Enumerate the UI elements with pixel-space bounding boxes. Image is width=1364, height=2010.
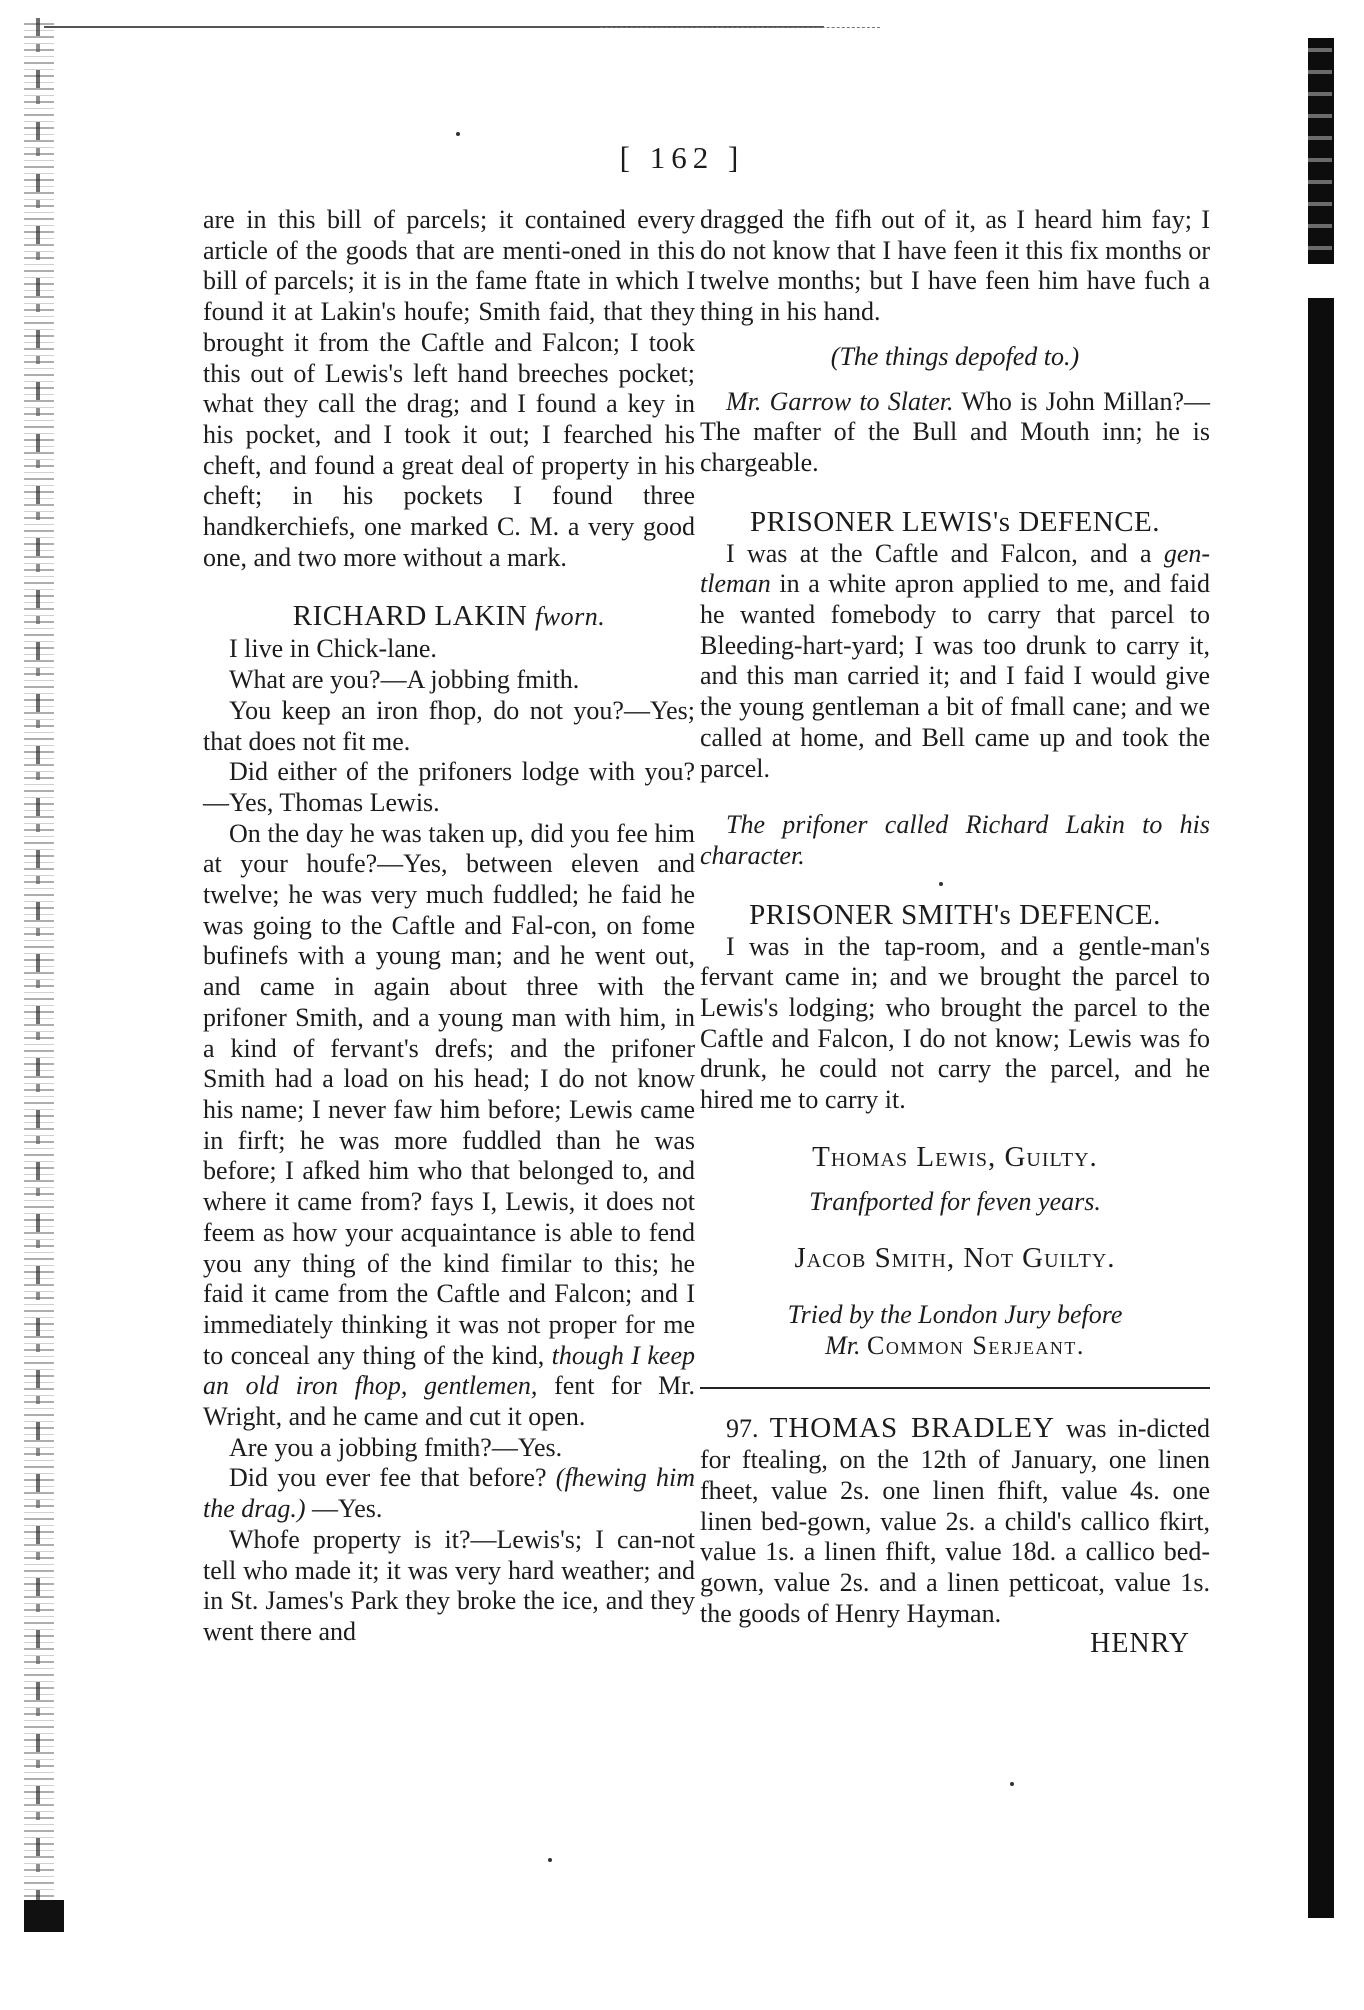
page-number: [ 162 ] [619, 140, 745, 175]
witness-heading [203, 599, 695, 634]
case-text: was in-dicted for ftealing, on the 12th of January, one linen fheet, value 2s. one linen fhift, value 4s. one linen bed-gown, value 2s. a child's callico fkirt, value 1s. a linen fhift, value 18d. a callico bed-gown, value 2s. and a linen petticoat, value 1s. the goods of Henry Hayman. [700, 1414, 1210, 1628]
testimony-italic: though I keep an old iron fhop, gentlemen, [203, 1340, 695, 1401]
testimony-italic: (fhewing him the drag.) [203, 1463, 695, 1524]
tried-by-judge-line [700, 1331, 1210, 1362]
testimony-text: On the day he was taken up, did you fee him at your houfe?—Yes, between eleven and twelve; he was very much fuddled; he faid he was going to the Caftle and Fal-con, on fome bufinefs with a young man; and he went out, and came in again about three with the prifoner Smith, and a young man with him, in a kind of fervant's drefs; and the prifoner Smith had a load on his head; I do not know his name; I never faw him before; Lewis came in firft; he was more fuddled than he was before; I afked him who that belonged to, and where it came from? fays I, Lewis, it does not feem as how your acquaintance is able to fend you any thing of the kind fimilar to this; he faid it came from the Caftle and Falcon; and I immediately thinking it was not proper for me to conceal any thing of the kind, [203, 818, 695, 1370]
defence-text: I was at the Caftle and Falcon, and a [726, 538, 1152, 568]
scan-left-foot-mark [24, 1900, 64, 1932]
right-column [700, 205, 1210, 1660]
section-rule [700, 1387, 1210, 1389]
scan-speck [548, 1858, 552, 1862]
paragraph: What are you?—A jobbing fmith. [229, 665, 580, 695]
witness-sworn: fworn. [535, 602, 606, 632]
verdict-lewis: Thomas Lewis, Guilty. [812, 1140, 1098, 1173]
scan-left-edge-dark [36, 18, 40, 1933]
defence-text: in a white apron applied to me, and faid he wanted fomebody to carry that parcel to Bleeding-hart-yard; I was too drunk to carry it, and this man carried it; and I faid I would give the young gentleman a bit of fmall cane; and we called at home, and Bell came up and took the parcel. [700, 569, 1211, 783]
testimony-text: Who is John Millan?—The mafter of the Bull and Mouth inn; he is chargeable. [700, 386, 1210, 477]
paragraph: Whofe property is it?—Lewis's; I can-not tell who made it; it was very hard weather; and in St. James's Park they broke the ice, and they went there and [203, 1524, 695, 1646]
smith-defence-heading: PRISONER SMITH's DEFENCE. [749, 898, 1161, 931]
testimony-text: —Yes. [312, 1494, 383, 1524]
character-note: The prifoner called Richard Lakin to his character. [700, 810, 1210, 870]
verdict-smith: Jacob Smith, Not Guilty. [794, 1242, 1116, 1275]
paragraph [700, 539, 1210, 785]
sentence-lewis: Tranfported for feven years. [809, 1186, 1101, 1216]
paragraph [203, 1463, 695, 1524]
tried-by-judge: Common Serjeant. [867, 1330, 1085, 1360]
paragraph: I was in the tap-room, and a gentle-man's fervant came in; and we brought the parcel to Lewis's lodging; who brought the parcel to the Caftle and Falcon, I do not know; Lewis was fo drunk, he could not carry the parcel, and he hired me to carry it. [700, 931, 1210, 1115]
paragraph: are in this bill of parcels; it contained every article of the goods that are menti-oned in this bill of parcels; it is in the fame ftate in which I found it at Lakin's houfe; Smith faid, that they brought it from the Caftle and Falcon; I took this out of Lewis's left hand breeches pocket; what they call the drag; and I found a key in his pocket, and I took it out; I fearched his cheft, and found a great deal of property in his cheft; in his pockets I found three handkerchiefs, one marked C. M. a very good one, and two more without a mark. [203, 205, 695, 572]
paragraph: Are you a jobbing fmith?—Yes. [229, 1432, 563, 1462]
paragraph: I live in Chick-lane. [229, 634, 437, 664]
paragraph: You keep an iron fhop, do not you?—Yes; that does not fit me. [203, 695, 695, 756]
left-column [203, 205, 695, 1648]
paragraph: Did either of the prifoners lodge with you?—Yes, Thomas Lewis. [203, 757, 695, 817]
paragraph: dragged the fifh out of it, as I heard him fay; I do not know that I have feen it this fix months or twelve months; but I have feen him have fuch a thing in his hand. [700, 205, 1210, 327]
things-deposed: (The things depofed to.) [830, 341, 1080, 371]
scan-speck [1010, 1782, 1014, 1786]
scan-top-rule-faint [600, 27, 880, 28]
testimony-text: fent for Mr. Wright, and he came and cut it open. [203, 1371, 695, 1432]
examiner-label: Mr. Garrow to Slater. [726, 386, 954, 416]
catchword: HENRY [1090, 1628, 1190, 1660]
defence-italic: gen-tleman [700, 538, 1211, 599]
tried-by-mr: Mr. [825, 1330, 861, 1360]
lewis-defence-heading: PRISONER LEWIS's DEFENCE. [749, 505, 1161, 538]
case-paragraph [700, 1413, 1210, 1629]
scan-right-edge [1308, 38, 1334, 1918]
paragraph [700, 387, 1210, 479]
tried-by: Tried by the London Jury before [787, 1299, 1123, 1329]
case-name: THOMAS BRADLEY [769, 1412, 1055, 1445]
scan-speck [456, 132, 460, 136]
scan-right-edge-gap [1308, 264, 1334, 298]
paragraph [203, 819, 695, 1433]
case-number: 97. [726, 1414, 759, 1444]
witness-name: RICHARD LAKIN [292, 600, 528, 633]
testimony-text: Did you ever fee that before? [229, 1463, 547, 1493]
